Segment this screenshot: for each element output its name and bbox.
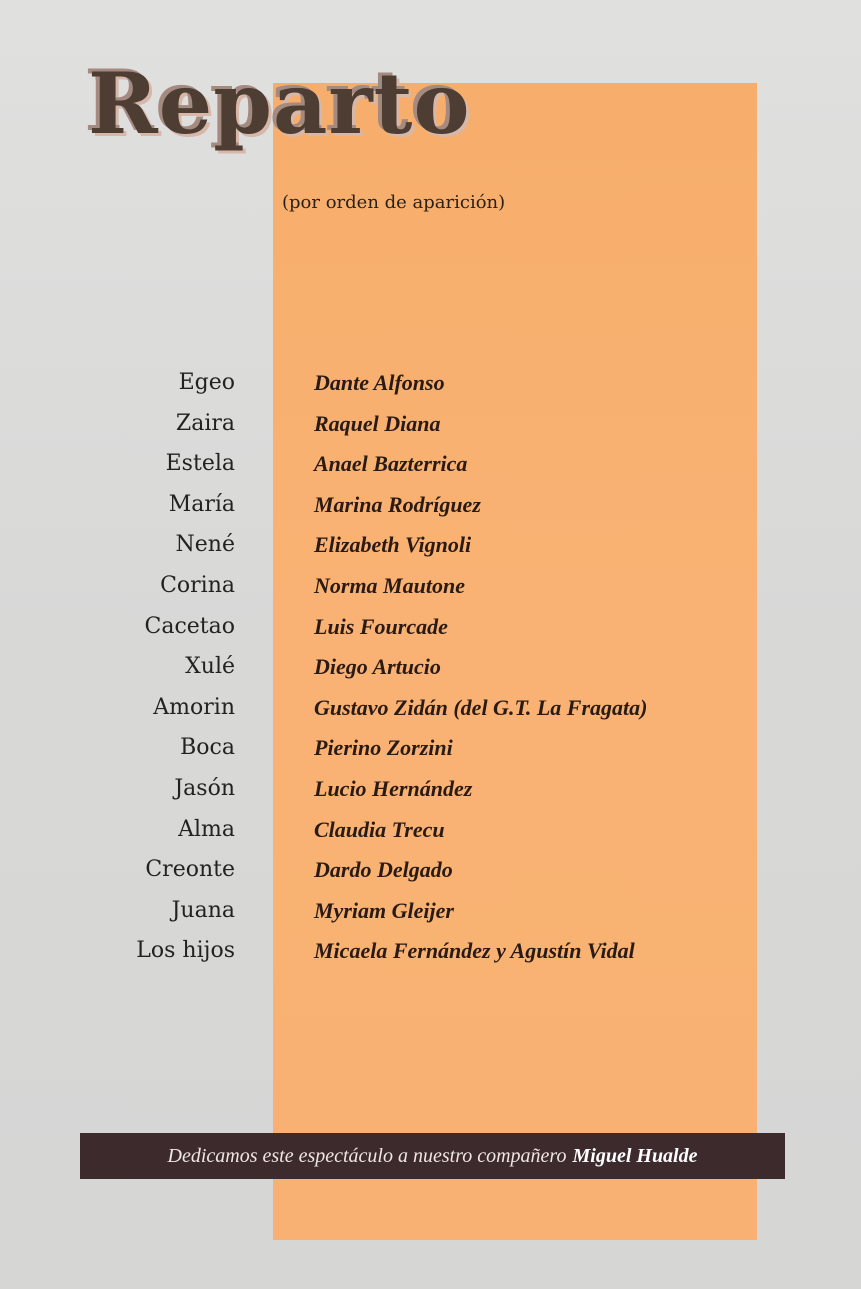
actor-name: Myriam Gleijer [314, 897, 454, 923]
actor-name: Claudia Trecu [314, 816, 445, 842]
page-title: Reparto [88, 54, 471, 153]
character-name: Los hijos [136, 938, 235, 964]
dedication-text: Dedicamos este espectáculo a nuestro compañero [167, 1144, 567, 1167]
actor-name: Gustavo Zidán (del G.T. La Fragata) [314, 694, 648, 720]
cast-row [0, 568, 861, 609]
cast-row [0, 609, 861, 650]
cast-row [0, 690, 861, 731]
character-name: Alma [178, 816, 235, 842]
dedication-bar [80, 1133, 785, 1179]
actor-name: Dante Alfonso [314, 370, 445, 395]
character-name: María [168, 491, 235, 517]
cast-list [0, 365, 861, 974]
cast-row [0, 771, 861, 812]
character-name: Amorin [153, 694, 235, 720]
actor-name: Micaela Fernández y Agustín Vidal [314, 938, 635, 964]
actor-name: Pierino Zorzini [314, 735, 453, 761]
actor-name: Anael Bazterrica [314, 451, 468, 477]
cast-row [0, 527, 861, 568]
character-name: Juana [171, 897, 235, 923]
cast-row [0, 446, 861, 487]
actor-name: Norma Mautone [314, 572, 465, 598]
cast-row [0, 730, 861, 771]
character-name: Jasón [174, 775, 235, 801]
cast-row [0, 406, 861, 447]
character-name: Corina [160, 572, 235, 598]
cast-row [0, 852, 861, 893]
character-name: Cacetao [144, 613, 235, 639]
cast-row [0, 649, 861, 690]
actor-name: Raquel Diana [314, 410, 441, 436]
cast-row [0, 365, 861, 406]
actor-name: Luis Fourcade [314, 613, 448, 639]
character-name: Nené [175, 532, 235, 558]
cast-row [0, 893, 861, 934]
actor-name: Elizabeth Vignoli [314, 532, 472, 558]
cast-row [0, 933, 861, 974]
character-name: Egeo [178, 370, 235, 395]
character-name: Boca [180, 735, 235, 761]
cast-row [0, 812, 861, 853]
actor-name: Lucio Hernández [314, 775, 473, 801]
character-name: Xulé [185, 654, 235, 680]
character-name: Zaira [175, 410, 235, 436]
character-name: Estela [165, 451, 235, 477]
page-subtitle: (por orden de aparición) [282, 192, 506, 213]
actor-name: Marina Rodríguez [314, 491, 481, 517]
character-name: Creonte [145, 857, 235, 883]
actor-name: Dardo Delgado [314, 857, 453, 883]
cast-row [0, 487, 861, 528]
dedication-name: Miguel Hualde [572, 1144, 698, 1167]
actor-name: Diego Artucio [314, 654, 441, 680]
